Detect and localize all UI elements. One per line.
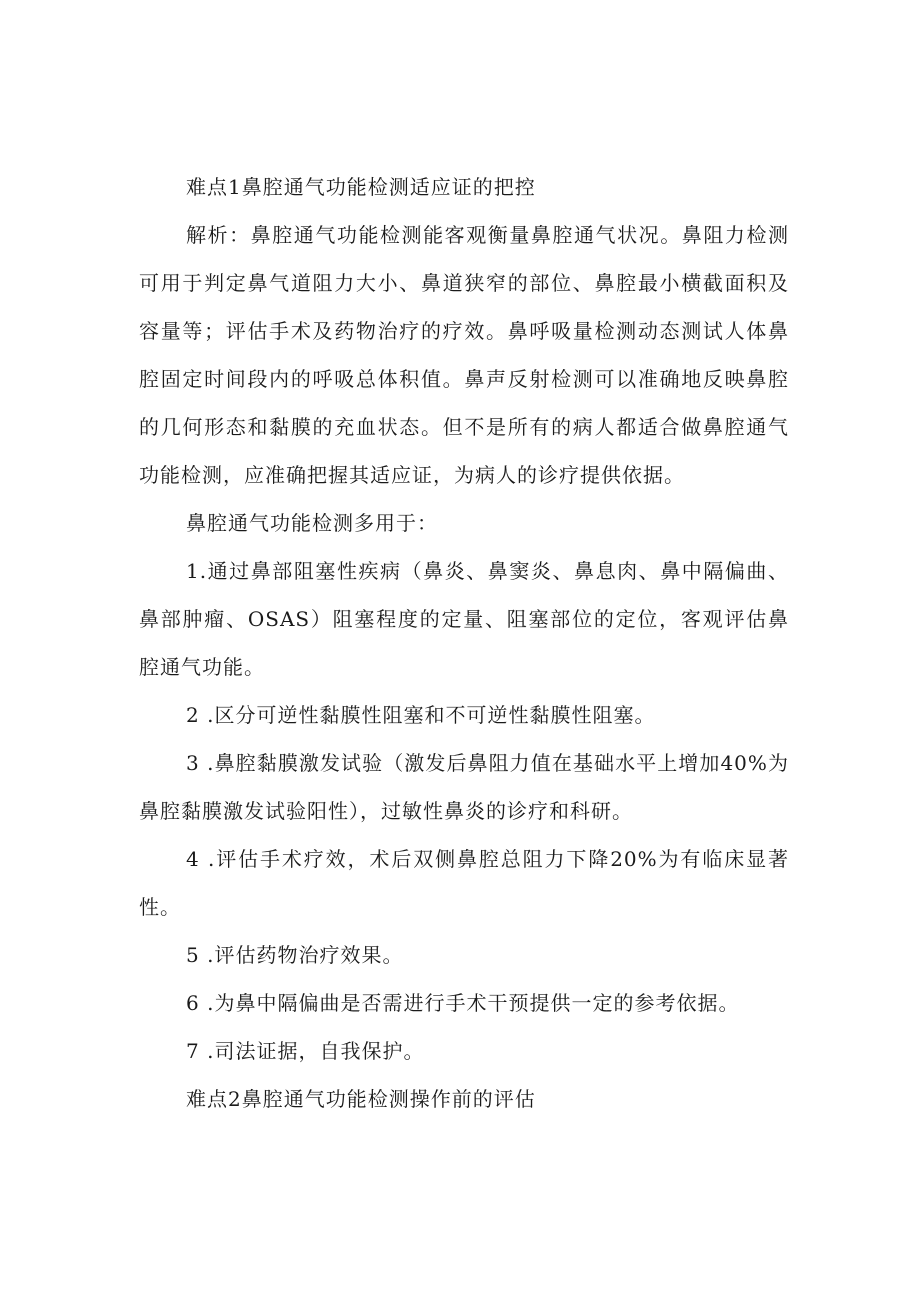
list-item-7: 7 .司法证据，自我保护。: [186, 1039, 425, 1063]
analysis-paragraph: 解析：鼻腔通气功能检测能客观衡量鼻腔通气状况。鼻阻力检测可用于判定鼻气道阻力大小、鼻道狭窄的部位、鼻腔最小横截面积及容量等；评估手术及药物治疗的疗效。鼻呼吸量检测动态测试人体鼻腔固定时间段内的呼吸总体积值。鼻声反射检测可以准确地反映鼻腔的几何形态和黏膜的充血状态。但不是所有的病人都适合做鼻腔通气功能检测，应准确把握其适应证，为病人的诊疗提供依据。: [139, 223, 789, 487]
list-item-4: 4 .评估手术疗效，术后双侧鼻腔总阻力下降20%为有临床显著性。: [139, 847, 789, 919]
list-item-3: 3 .鼻腔黏膜激发试验（激发后鼻阻力值在基础水平上增加40%为鼻腔黏膜激发试验阳性），过敏性鼻炎的诊疗和科研。: [139, 751, 789, 823]
list-item-2: 2 .区分可逆性黏膜性阻塞和不可逆性黏膜性阻塞。: [186, 703, 656, 727]
usage-intro: 鼻腔通气功能检测多用于：: [186, 511, 438, 535]
section-heading-difficulty-1: 难点1鼻腔通气功能检测适应证的把控: [186, 175, 536, 199]
section-heading-difficulty-2: 难点2鼻腔通气功能检测操作前的评估: [186, 1087, 536, 1111]
list-item-6: 6 .为鼻中隔偏曲是否需进行手术干预提供一定的参考依据。: [186, 991, 740, 1015]
list-item-1: 1.通过鼻部阻塞性疾病（鼻炎、鼻窦炎、鼻息肉、鼻中隔偏曲、鼻部肿瘤、OSAS）阻塞程度的定量、阻塞部位的定位，客观评估鼻腔通气功能。: [139, 559, 789, 679]
list-item-5: 5 .评估药物治疗效果。: [186, 943, 404, 967]
document-body: [139, 163, 789, 1123]
